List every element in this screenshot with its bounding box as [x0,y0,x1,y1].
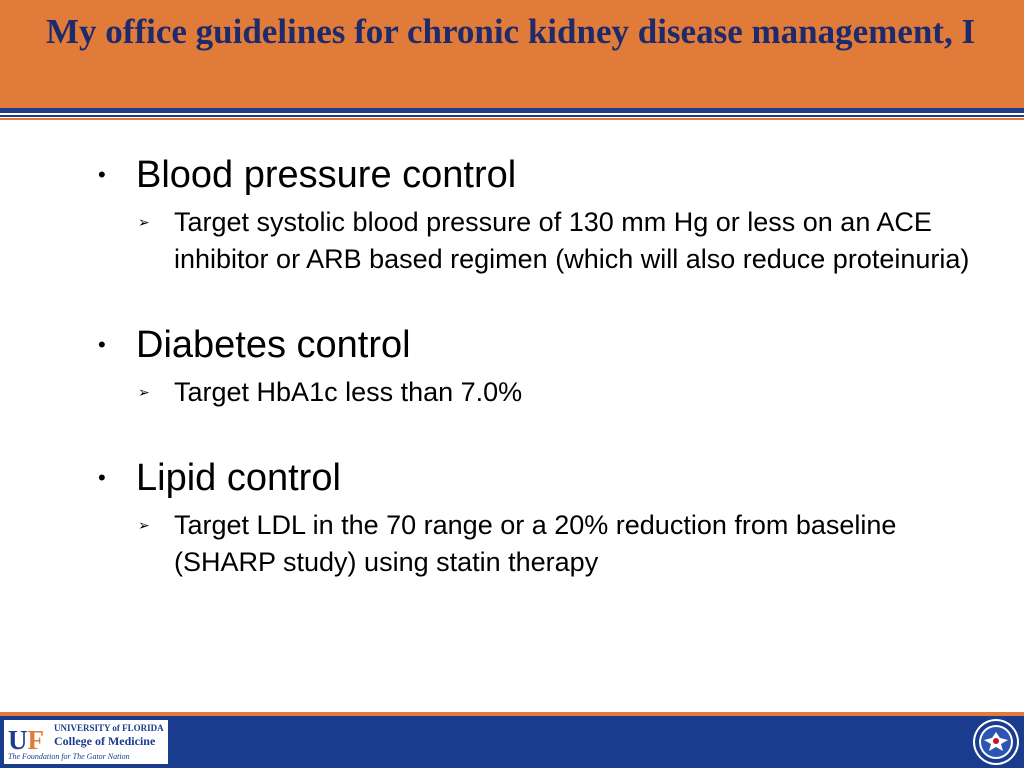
bullet-label: Blood pressure control [136,154,517,196]
arrowhead-icon: ➢ [138,384,150,400]
uf-college-name: College of Medicine [54,734,156,748]
bullet-label: Diabetes control [136,324,411,366]
bullet-lipid [0,449,1024,581]
sub-bullet [138,204,1004,278]
arrowhead-icon: ➢ [138,214,150,230]
sub-bullet-text: Target LDL in the 70 range or a 20% reduction from baseline (SHARP study) using statin therapy [174,510,897,577]
header-rule-thin [0,115,1024,117]
va-seal-icon [972,718,1020,766]
bullet-label: Lipid control [136,457,341,499]
bullet-dot-icon: • [98,162,106,187]
uf-university-name: UNIVERSITY of FLORIDA [54,723,164,733]
bullet-dot-icon: • [98,465,106,490]
sub-bullet-text: Target systolic blood pressure of 130 mm Hg or less on an ACE inhibitor or ARB based regimen (which will also reduce proteinuria) [174,207,970,274]
slide-title: My office guidelines for chronic kidney disease management, I [46,12,976,51]
slide-body [0,146,1024,581]
uf-mark: UF [8,725,44,755]
bullet-blood-pressure [0,146,1024,278]
uf-tagline: The Foundation for The Gator Nation [8,752,130,761]
bullet-diabetes [0,316,1024,411]
sub-bullet-text: Target HbA1c less than 7.0% [174,377,523,407]
arrowhead-icon: ➢ [138,517,150,533]
header-rule-orange [0,118,1024,120]
sub-bullet [138,374,1004,411]
bullet-dot-icon: • [98,332,106,357]
sub-bullet [138,507,1004,581]
uf-college-of-medicine-logo [4,720,168,764]
